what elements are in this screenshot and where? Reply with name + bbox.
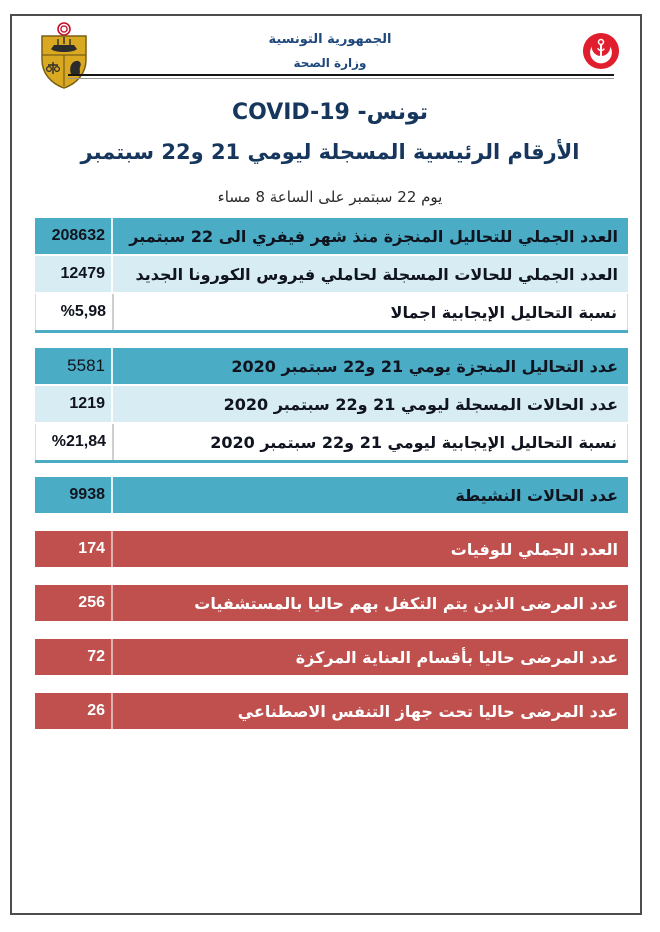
- table-row: [35, 424, 628, 460]
- daily-stats-table: [35, 348, 628, 463]
- table-row: [35, 386, 628, 422]
- stat-label: العدد الجملي للتحاليل المنجزة منذ شهر فيفري الى 22 سبتمبر: [129, 226, 618, 246]
- ministry-name: وزارة الصحة: [293, 56, 367, 70]
- stat-value: 208632: [35, 218, 113, 254]
- ventilator-table: [35, 693, 628, 729]
- stat-label: العدد الجملي للحالات المسجلة لحاملي فيروس الكورونا الجديد: [135, 264, 618, 284]
- active-cases-table: [35, 477, 628, 513]
- table-row: [35, 531, 628, 567]
- page-subtitle: الأرقام الرئيسية المسجلة ليومي 21 و22 سبتمبر: [80, 140, 580, 164]
- stat-label: عدد المرضى حاليا بأقسام العناية المركزة: [295, 647, 618, 667]
- stat-label: عدد المرضى الذين يتم التكفل بهم حاليا بالمستشفيات: [194, 593, 618, 613]
- republic-name: الجمهورية التونسية: [268, 32, 392, 47]
- page-title: COVID-19 -تونس: [231, 100, 429, 125]
- stat-label: نسبة التحاليل الإيجابية ليومي 21 و22 سبتمبر 2020: [210, 432, 617, 452]
- report-date: يوم 22 سبتمبر على الساعة 8 مساء: [217, 188, 443, 206]
- table-row: [35, 218, 628, 254]
- stat-value: 1219: [35, 386, 113, 422]
- stat-value: 9938: [35, 477, 113, 513]
- stat-label: عدد التحاليل المنجزة يومي 21 و22 سبتمبر 2020: [231, 356, 618, 376]
- stat-label: العدد الجملي للوفيات: [450, 539, 618, 559]
- table-row: [35, 693, 628, 729]
- stat-label: عدد الحالات النشيطة: [455, 485, 618, 505]
- stat-value: 256: [35, 585, 113, 621]
- icu-table: [35, 639, 628, 675]
- stat-label: عدد المرضى حاليا تحت جهاز التنفس الاصطناعي: [237, 701, 618, 721]
- stat-value: %21,84: [36, 424, 114, 460]
- deaths-table: [35, 531, 628, 567]
- stat-value: 12479: [35, 256, 113, 292]
- table-row: [35, 348, 628, 384]
- stat-value: 72: [35, 639, 113, 675]
- header-divider: [68, 74, 614, 79]
- government-header-text: [0, 32, 660, 70]
- table-row: [35, 639, 628, 675]
- stat-value: %5,98: [36, 294, 114, 330]
- stat-value: 174: [35, 531, 113, 567]
- hospitalized-table: [35, 585, 628, 621]
- table-row: [35, 294, 628, 330]
- stat-value: 26: [35, 693, 113, 729]
- stat-value: 5581: [35, 348, 113, 384]
- table-row: [35, 585, 628, 621]
- stat-label: عدد الحالات المسجلة ليومي 21 و22 سبتمبر 2020: [223, 394, 618, 414]
- table-row: [35, 477, 628, 513]
- cumulative-stats-table: [35, 218, 628, 333]
- stat-label: نسبة التحاليل الإيجابية اجمالا: [390, 302, 617, 322]
- table-row: [35, 256, 628, 292]
- ministry-of-health-logo-icon: [582, 32, 620, 70]
